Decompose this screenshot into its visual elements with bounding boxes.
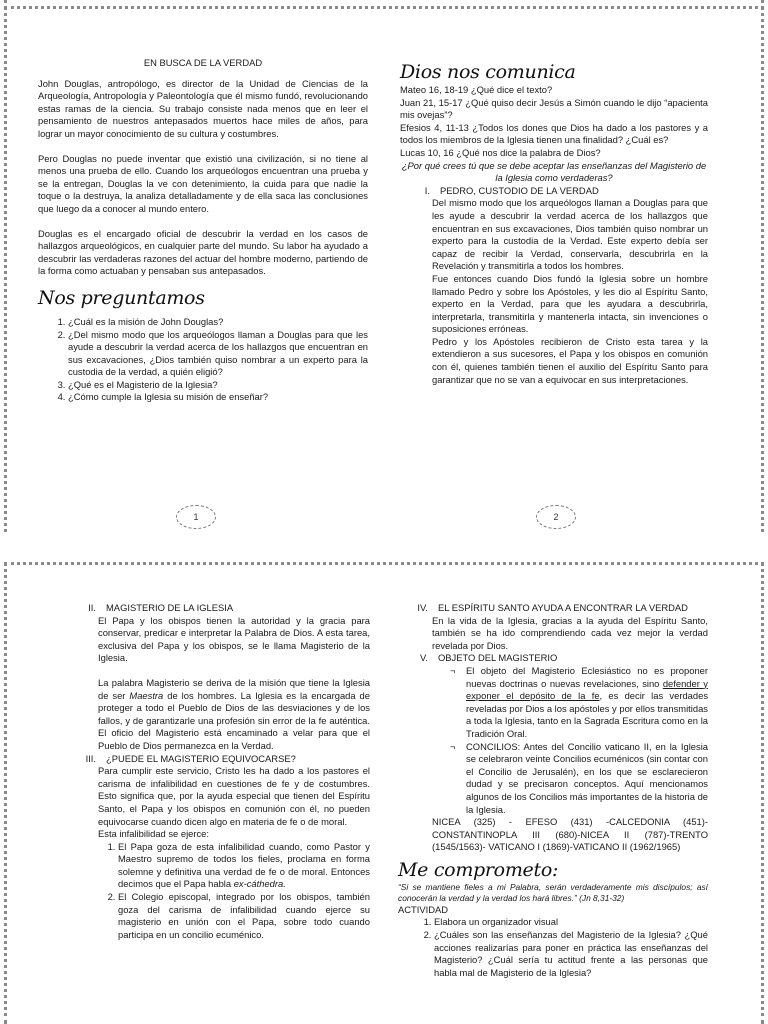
activity-list	[398, 916, 708, 979]
list-item: 2. El Colegio episcopal, integrado por los obispos, también goza del carisma de infalibilidad cuando ejerce su magisterio en unión con el Papa, sobre todo cuando participa en un concilio ecuménico.	[118, 891, 370, 941]
activity-item: 2. ¿Cuáles son las enseñanzas del Magisterio de la Iglesia? ¿Qué acciones realizarías para poner en práctica las enseñanzas del Magisterio? ¿Cuál sería tu actitud frente a las personas que habla mal de Magisterio de la Iglesia?	[434, 929, 708, 979]
left-border	[4, 562, 7, 1024]
section-1-para-1: Del mismo modo que los arqueólogos llaman a Douglas para que les ayude a descubrir la verdad acerca de los hallazgos que encuentran en sus excavaciones, Dios también quiso nombrar un experto para la custodia de la Verdad. Este experto debía ser capaz de recibir la Verdad, conservarla, descubrirla en la Revelación y transmitirla a todos los hombres.	[432, 197, 708, 272]
bible-ref: Lucas 10, 16 ¿Qué nos dice la palabra de Dios?	[400, 146, 601, 158]
section-number: III.	[85, 752, 96, 764]
section-title: MAGISTERIO DE LA IGLESIA	[106, 602, 234, 613]
text-span: de los hombres. La Iglesia es la encargada de proteger a todo el Pueblo de Dios de las desviaciones y de los fallos, y de garantizarle una profesión sin error de la fe auténtica. El oficio del Magisterio está encaminado a velar para que el Pueblo de Dios permanezca en la Verdad.	[98, 689, 370, 751]
right-border	[761, 0, 764, 532]
top-border	[4, 562, 764, 565]
section-3-body	[66, 765, 370, 941]
page-1-title: EN BUSCA DE LA VERDAD	[143, 57, 263, 68]
dios-nos-comunica-heading: Dios nos comunica	[400, 61, 576, 83]
section-number: I.	[424, 184, 430, 196]
section-3-heading	[66, 753, 370, 766]
section-1-body	[400, 197, 708, 386]
section-4-body	[398, 615, 708, 653]
page-number-2: 2	[536, 505, 576, 529]
page-2-column	[400, 60, 708, 386]
page-1-para-1: John Douglas, antropólogo, es director de la Unidad de Ciencias de la Arqueología, Antropología y Paleontología que él mismo fundó, revolucionando estas ramas de la ciencia. Su trabajo consiste nada menos que en leer el pensamiento de nuestros antepasados muertos hace miles de años, para lograr un mayor conocimiento de su cultura y costumbres.	[38, 77, 368, 139]
text-span: El Papa goza de esta infalibilidad cuando, como Pastor y Maestro supremo de todos los fieles, proclama en forma solemne y definitiva una verdad de fe o de moral. Entonces decimos que el Papa habla	[118, 840, 370, 890]
section-1-heading	[400, 185, 708, 198]
question-item: 1. ¿Cuál es la misión de John Douglas?	[68, 316, 368, 329]
section-3-para-1: Para cumplir este servicio, Cristo les ha dado a los pastores el carisma de infalibilidad en cuestiones de fe y de costumbres. Esto significa que, por la ayuda especial que tienen del Espíritu Santo, el Papa y los obispos en comunión con él, no pueden equivocarse cuando dicen algo en materia de fe o de moral.	[98, 765, 370, 827]
infallibility-list	[98, 841, 370, 942]
activity-item: 1. Elabora un organizador visual	[434, 916, 708, 929]
activity-label: ACTIVIDAD	[398, 903, 449, 915]
section-3-para-2: Esta infalibilidad se ejerce:	[98, 828, 209, 840]
section-title: OBJETO DEL MAGISTERIO	[438, 652, 558, 664]
questions-list	[38, 316, 368, 404]
section-number: V.	[420, 652, 428, 664]
text-span: La palabra Magisterio se deriva de la misión que tiene la Iglesia de ser	[98, 676, 370, 701]
section-2-heading	[66, 602, 370, 615]
text-span: , es decir las verdades reveladas por Dios a los apóstoles y por ellos transmitidas a toda la Iglesia, tanto en la Sagrada Escritura como en la Tradición Oral.	[466, 690, 709, 739]
list-item	[454, 665, 708, 741]
page-1-column	[38, 57, 368, 404]
section-title: EL ESPÍRITU SANTO AYUDA A ENCONTRAR LA VERDAD	[438, 602, 688, 613]
councils-list: NICEA (325) - EFESO (431) -CALCEDONIA (451)-CONSTANTINOPLA III (680)-NICEA II (787)-TRENTO (1545/1563)- VATICANO I (1869)-VATICANO II (1962/1965)	[432, 816, 708, 853]
page-1-para-3: Douglas es el encargado oficial de descubrir la verdad en los casos de hallazgos arqueológicos, en cualquier parte del mundo. Su labor ha ayudado a descubrir las verdaderas razones del actuar del hombre moderno, partiendo de la forma como actuaban y pensaban sus antepasados.	[38, 227, 368, 277]
section-title: PEDRO, CUSTODIO DE LA VERDAD	[440, 184, 599, 196]
bible-ref: Juan 21, 15-17 ¿Qué quiso decir Jesús a Simón cuando le dijo “apacienta mis ovejas”?	[400, 96, 708, 121]
emphasis: ex-cáthedra.	[233, 878, 286, 890]
question-item: 2. ¿Del mismo modo que los arqueólogos llaman a Douglas para que les ayude a descubrir la verdad acerca de los hallazgos que encuentran en sus excavaciones, ¿Dios también quiso nombrar a un experto para la custodia de la verdad, a quién eligió?	[68, 329, 368, 379]
bible-ref: Mateo 16, 18-19 ¿Qué dice el texto?	[400, 84, 553, 95]
page-number-1: 1	[176, 505, 216, 529]
text-span: El objeto del Magisterio Eclesiástico no es proponer nuevas doctrinas o nuevas revelaciones, sino	[466, 664, 708, 689]
section-2-body	[66, 615, 370, 753]
list-item: ¬ CONCILIOS: Antes del Concilio vaticano II, en la Iglesia se celebraron veinte Concilios ecuménicos (sin contar con el Concilio de Jerusalén), en los que se esclarecieron dudad y se precisaron conceptos. Aquí mencionamos algunos de los Concilios más importantes de la historia de la Iglesia.	[454, 741, 708, 817]
section-number: II.	[88, 602, 96, 613]
underlined-text: defender y exponer el depósito de la fe	[466, 677, 708, 702]
section-title: ¿PUEDE EL MAGISTERIO EQUIVOCARSE?	[106, 752, 296, 764]
page-3-column	[66, 602, 370, 941]
right-border	[761, 562, 764, 1024]
reflection-question: ¿Por qué crees tú que se debe aceptar las enseñanzas del Magisterio de la Iglesia como verdaderas?	[401, 159, 707, 184]
page-4-column	[398, 602, 708, 979]
bottom-sheet	[0, 556, 768, 1024]
top-border	[4, 6, 764, 9]
magisterio-object-list	[398, 665, 708, 816]
question-item: 4. ¿Cómo cumple la Iglesia su misión de enseñar?	[68, 391, 368, 404]
section-1-para-3: Pedro y los Apóstoles recibieron de Cristo esta tarea y la extendieron a sus sucesores, el Papa y los obispos en comunión con él, quienes también tienen el auxilio del Espíritu Santo para garantizar que no se van a equivocar en sus interpretaciones.	[432, 335, 708, 385]
bible-quote: “Si se mantiene fieles a mi Palabra, serán verdaderamente mis discípulos; así conocerán la verdad y la verdad los hará libres.” (Jn 8,31-32)	[398, 881, 708, 903]
section-number: IV.	[417, 602, 428, 613]
section-4-para-1: En la vida de la Iglesia, gracias a la ayuda del Espíritu Santo, también se ha ido comprendiendo cada vez mejor la verdad revelada por Dios.	[432, 614, 708, 651]
emphasis: Maestra	[129, 689, 164, 701]
section-5-heading	[398, 652, 708, 665]
left-border	[4, 0, 7, 532]
section-1-para-2: Fue entonces cuando Dios fundó la Iglesia sobre un hombre llamado Pedro y sobre los Apóstoles, y les dio al Espíritu Santo, experto en la Verdad, para que les ayudara a descubrirla, interpretarla, transmitirla y mantenerla intacta, sin invenciones o suposiciones erróneas.	[432, 272, 708, 335]
me-comprometo-heading: Me comprometo:	[398, 858, 559, 881]
question-item: 3. ¿Qué es el Magisterio de la Iglesia?	[68, 379, 368, 392]
section-2-para-1: El Papa y los obispos tienen la autoridad y la gracia para conservar, predicar e interpretar la Palabra de Dios. A esta tarea, exclusiva del Papa y los obispos, se le llama Magisterio de la Iglesia.	[98, 614, 370, 664]
nos-preguntamos-heading: Nos preguntamos	[38, 286, 205, 309]
bible-ref: Efesios 4, 11-13 ¿Todos los dones que Dios ha dado a los pastores y a todos los miembros de la Iglesia tienen una finalidad? ¿Cuál es?	[400, 121, 708, 146]
section-2-para-2	[98, 677, 370, 753]
page-1-para-2: Pero Douglas no puede inventar que existió una civilización, si no tiene al menos una prueba de ello. Cuando los arqueólogos encuentran una prueba y se la entregan, Douglas la ve con detenimiento, la cuida para que nadie la toque o la destruya, la analiza detalladamente y de ella saca las conclusiones que luego da a conocer al mundo entero.	[38, 152, 368, 214]
list-item	[118, 841, 370, 891]
section-4-heading	[398, 602, 708, 615]
